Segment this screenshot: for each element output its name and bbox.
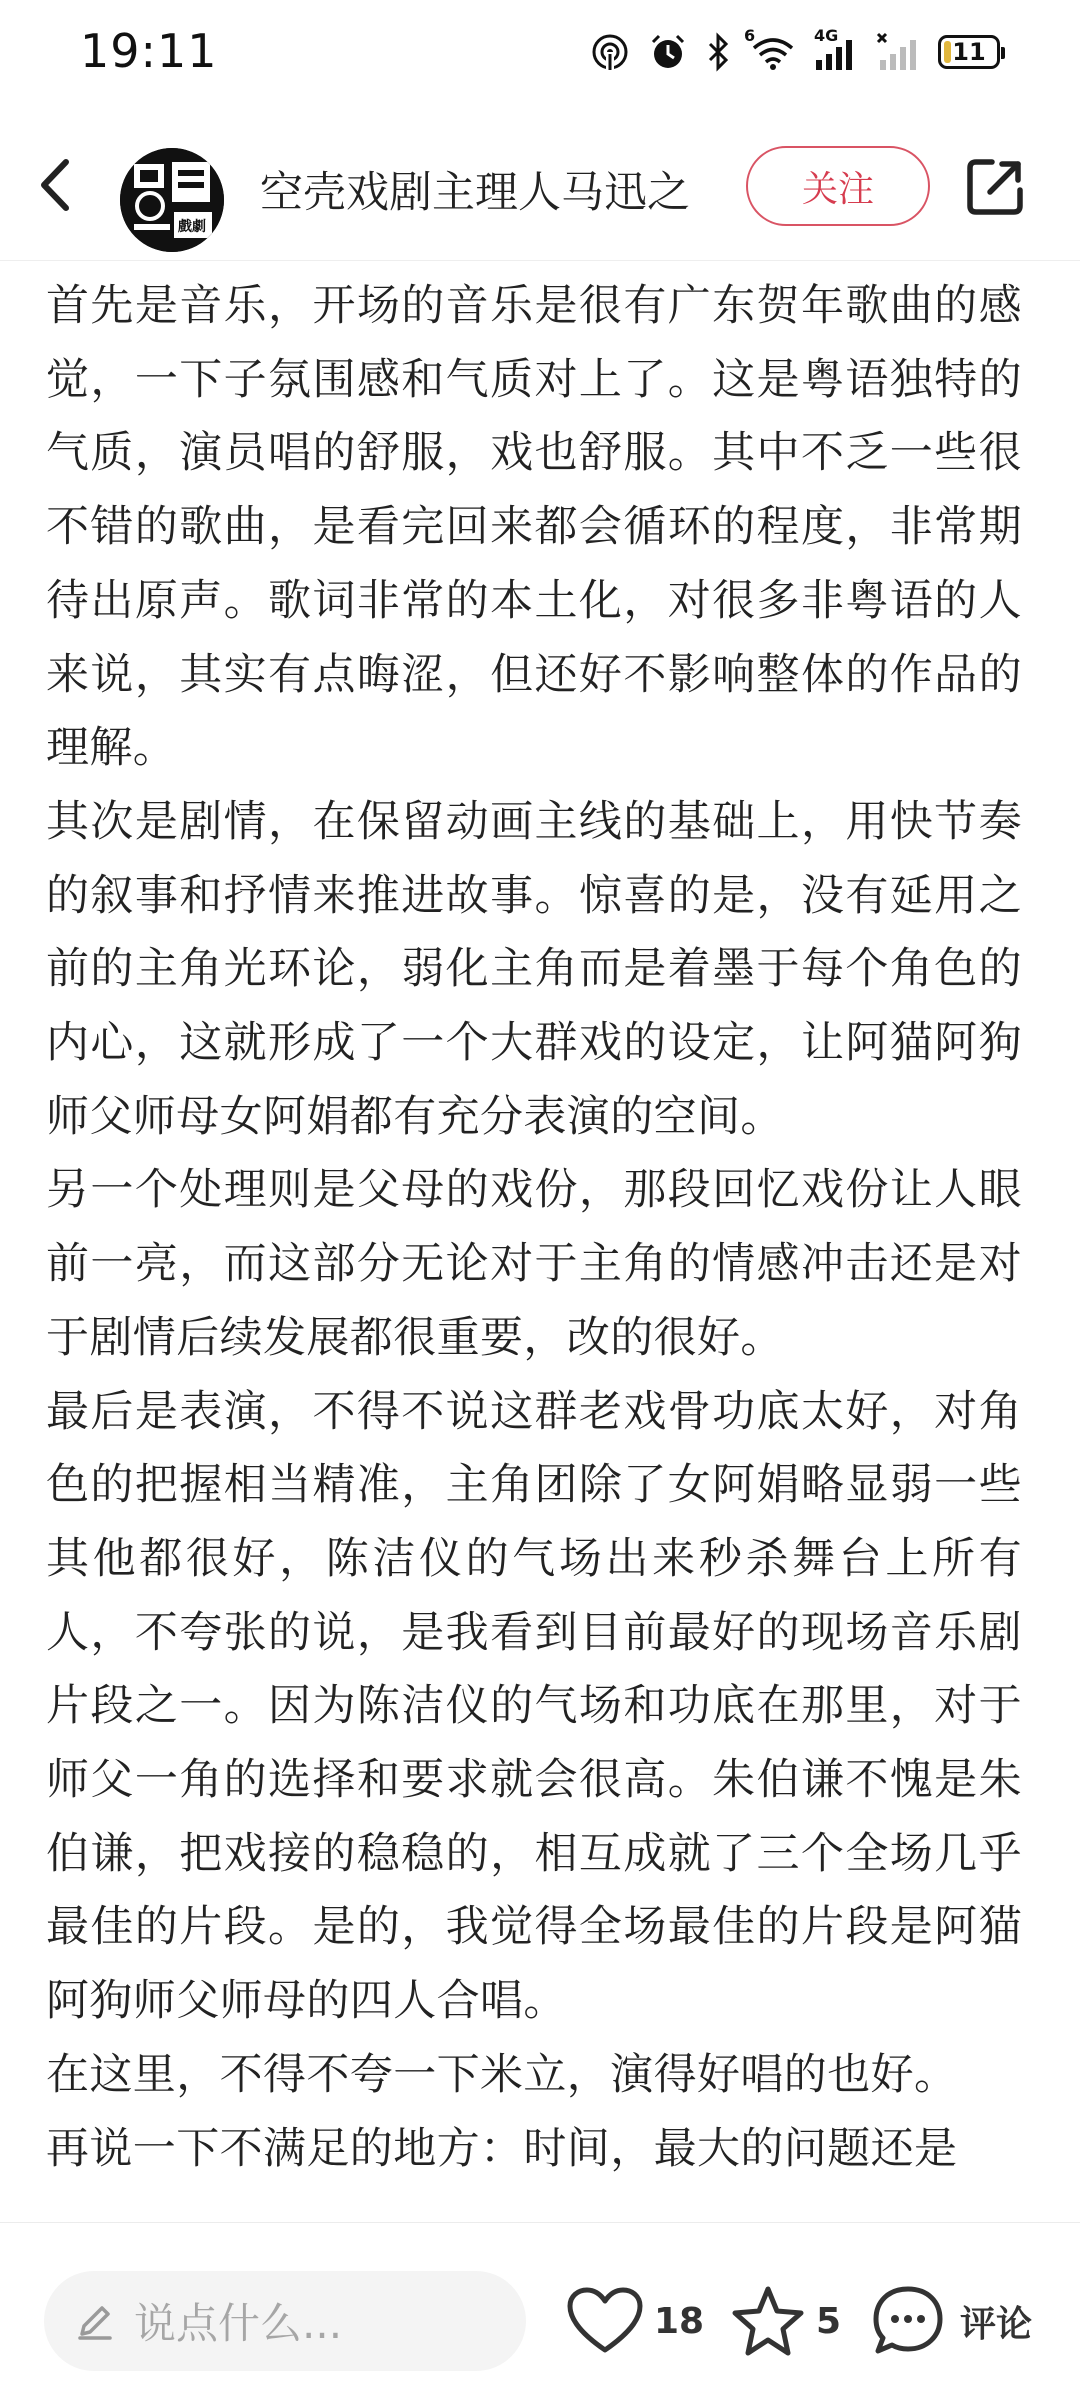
author-avatar[interactable] bbox=[120, 148, 224, 252]
like-count: 18 bbox=[654, 2300, 705, 2342]
comment-label: 评论 bbox=[960, 2303, 1033, 2345]
like-button[interactable] bbox=[566, 2279, 704, 2363]
content-fade bbox=[0, 2185, 1080, 2225]
battery-icon bbox=[938, 35, 1000, 69]
article-paragraph: 在这里，不得不夸一下米立，演得好唱的也好。 bbox=[46, 2049, 958, 2100]
follow-button[interactable]: 关注 bbox=[746, 146, 930, 226]
comment-placeholder: 说点什么... bbox=[134, 2299, 343, 2348]
avatar-logo-icon bbox=[120, 148, 224, 252]
chevron-left-icon bbox=[28, 152, 88, 218]
comment-bubble-icon bbox=[870, 2283, 946, 2359]
bottom-action-bar bbox=[0, 2222, 1080, 2391]
bluetooth-icon bbox=[706, 32, 732, 72]
status-time: 19:11 bbox=[80, 24, 218, 78]
author-name[interactable]: 空壳戏剧主理人马迅之 bbox=[260, 168, 690, 218]
collect-button[interactable] bbox=[730, 2279, 841, 2363]
alarm-icon bbox=[648, 32, 688, 72]
network-label: 4G bbox=[814, 26, 839, 45]
article-paragraph: 首先是音乐，开场的音乐是很有广东贺年歌曲的感觉，一下子氛围感和气质对上了。这是粤语独特的气质，演员唱的舒服，戏也舒服。其中不乏一些很不错的歌曲，是看完回来都会循环的程度，非常期待出原声。歌词非常的本土化，对很多非粤语的人来说，其实有点晦涩，但还好不影响整体的作品的理解。 bbox=[46, 281, 1022, 774]
avatar-text: 戲劇 bbox=[178, 219, 206, 235]
wifi-icon bbox=[744, 26, 796, 72]
article-paragraph: 再说一下不满足的地方：时间，最大的问题还是 bbox=[46, 2123, 958, 2174]
comment-input[interactable] bbox=[44, 2271, 526, 2371]
heart-icon bbox=[566, 2286, 644, 2356]
comment-button[interactable] bbox=[870, 2279, 1032, 2363]
back-button[interactable] bbox=[28, 152, 88, 218]
no-signal-icon bbox=[876, 32, 920, 72]
cellular-signal-icon bbox=[814, 26, 858, 72]
share-icon bbox=[962, 154, 1028, 220]
pencil-icon bbox=[74, 2300, 116, 2342]
battery-level: 11 bbox=[952, 38, 986, 66]
wifi-label: 6 bbox=[744, 26, 756, 45]
share-button[interactable] bbox=[962, 154, 1028, 220]
hotspot-icon bbox=[590, 32, 630, 72]
star-icon bbox=[730, 2284, 806, 2358]
status-icons bbox=[590, 26, 1000, 74]
article-paragraph: 其次是剧情，在保留动画主线的基础上，用快节奏的叙事和抒情来推进故事。惊喜的是，没有延用之前的主角光环论，弱化主角而是着墨于每个角色的内心，这就形成了一个大群戏的设定，让阿猫阿狗师父师母女阿娟都有充分表演的空间。 bbox=[46, 796, 1022, 1142]
author-header bbox=[0, 110, 1080, 261]
article-body bbox=[46, 270, 1022, 2220]
article-paragraph: 最后是表演，不得不说这群老戏骨功底太好，对角色的把握相当精准，主角团除了女阿娟略显弱一些其他都很好，陈洁仪的气场出来秒杀舞台上所有人，不夸张的说，是我看到目前最好的现场音乐剧片段之一。因为陈洁仪的气场和功底在那里，对于师父一角的选择和要求就会很高。朱伯谦不愧是朱伯谦，把戏接的稳稳的，相互成就了三个全场几乎最佳的片段。是的，我觉得全场最佳的片段是阿猫阿狗师父师母的四人合唱。 bbox=[46, 1386, 1022, 2027]
collect-count: 5 bbox=[816, 2300, 842, 2342]
status-bar bbox=[0, 0, 1080, 110]
article-paragraph: 另一个处理则是父母的戏份，那段回忆戏份让人眼前一亮，而这部分无论对于主角的情感冲击还是对于剧情后续发展都很重要，改的很好。 bbox=[46, 1165, 1022, 1363]
